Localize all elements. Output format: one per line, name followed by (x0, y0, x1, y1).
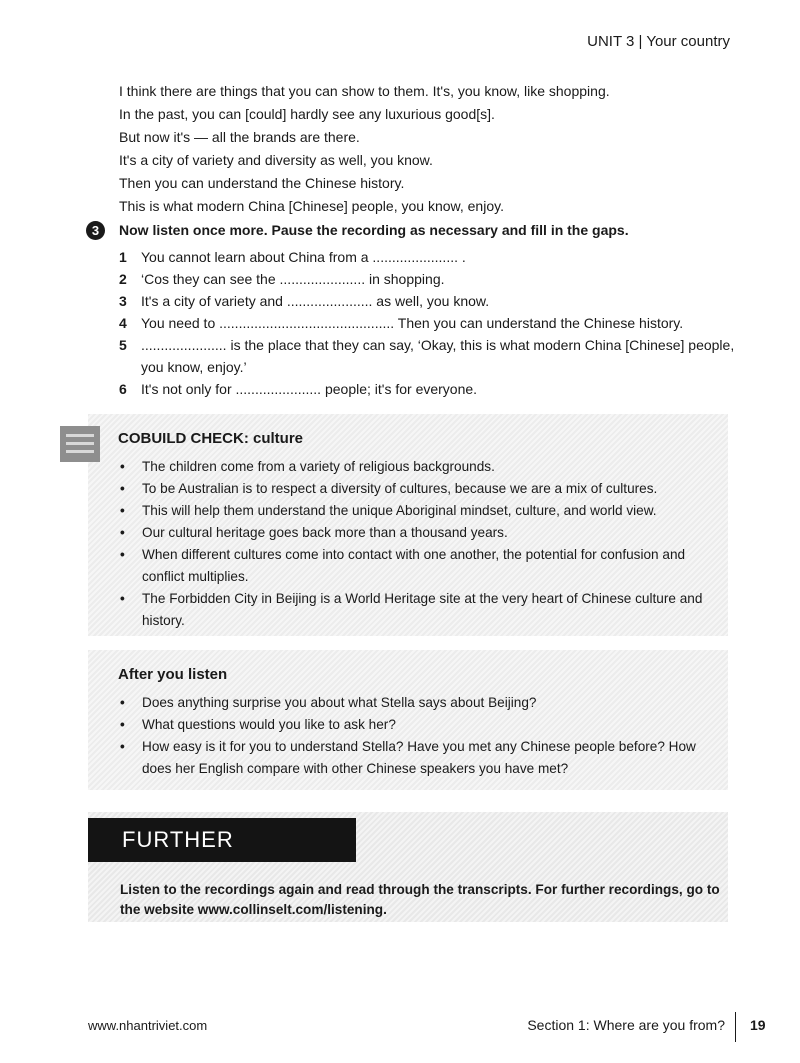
list-item: • This will help them understand the unique Aboriginal mindset, culture, and world view. (118, 500, 718, 522)
item-text: It's a city of variety and ...................... as well, you know. (141, 293, 490, 309)
bullet-icon: • (120, 525, 125, 540)
transcript-excerpt (119, 80, 759, 218)
list-item: • Our cultural heritage goes back more than a thousand years. (118, 522, 718, 544)
item-text: You cannot learn about China from a ...................... . (141, 249, 466, 265)
list-item: • The Forbidden City in Beijing is a World Heritage site at the very heart of Chinese culture and history. (118, 588, 718, 632)
bullet-icon: • (120, 547, 125, 562)
gap-fill-item (119, 268, 739, 290)
item-number: 2 (119, 271, 127, 287)
bullet-icon: • (120, 717, 125, 732)
footer-divider (735, 1012, 736, 1042)
bullet-icon: • (120, 503, 125, 518)
footer-section-title: Section 1: Where are you from? (527, 1017, 725, 1033)
list-item: • To be Australian is to respect a diversity of cultures, because we are a mix of cultures. (118, 478, 718, 500)
bullet-icon: • (120, 481, 125, 496)
gap-fill-item (119, 246, 739, 268)
unit-header: UNIT 3 | Your country (587, 33, 730, 50)
transcript-line: I think there are things that you can show to them. It's, you know, like shopping. (119, 83, 610, 99)
further-title: FURTHER (88, 818, 356, 862)
after-you-listen-list (118, 692, 718, 780)
cobuild-title: COBUILD CHECK: culture (118, 430, 304, 447)
cobuild-logo-icon (60, 426, 100, 462)
after-you-listen-title: After you listen (118, 666, 228, 683)
bullet-icon: • (120, 695, 125, 710)
bullet-icon: • (120, 739, 125, 754)
item-number: 4 (119, 315, 127, 331)
item-text: It's not only for ...................... people; it's for everyone. (141, 381, 478, 397)
further-text: Listen to the recordings again and read through the transcripts. For further recordings, go to the website www.collinselt.com/listening. (120, 882, 720, 917)
exercise-number-badge: 3 (86, 221, 105, 240)
exercise-instruction: Now listen once more. Pause the recording as necessary and fill in the gaps. (119, 222, 629, 238)
transcript-line: But now it's — all the brands are there. (119, 129, 360, 145)
bullet-icon: • (120, 591, 125, 606)
list-item: • How easy is it for you to understand Stella? Have you met any Chinese people before? How does her English compare with other Chinese speakers you have met? (118, 736, 718, 780)
transcript-line: This is what modern China [Chinese] people, you know, enjoy. (119, 198, 504, 214)
after-you-listen-panel (88, 650, 728, 790)
gap-fill-item (119, 334, 739, 378)
item-text: ‘Cos they can see the ...................... in shopping. (141, 271, 445, 287)
item-text: ...................... is the place that they can say, ‘Okay, this is what modern China [Chinese] people, you know, enjoy.’ (141, 337, 735, 375)
footer-url: www.nhantriviet.com (88, 1018, 208, 1033)
cobuild-check-panel (88, 414, 728, 636)
list-item: • Does anything surprise you about what Stella says about Beijing? (118, 692, 718, 714)
bullet-icon: • (120, 459, 125, 474)
gap-fill-item (119, 378, 739, 400)
transcript-line: In the past, you can [could] hardly see any luxurious good[s]. (119, 106, 495, 122)
transcript-line: Then you can understand the Chinese history. (119, 175, 405, 191)
gap-fill-item (119, 312, 739, 334)
item-number: 5 (119, 337, 127, 353)
further-panel (88, 812, 728, 922)
list-item: • What questions would you like to ask her? (118, 714, 718, 736)
item-number: 3 (119, 293, 127, 309)
item-number: 1 (119, 249, 127, 265)
gap-fill-list (119, 246, 739, 400)
gap-fill-item (119, 290, 739, 312)
transcript-line: It's a city of variety and diversity as well, you know. (119, 152, 433, 168)
cobuild-list (118, 456, 718, 632)
item-text: You need to ............................................. Then you can understand the Chinese history. (141, 315, 684, 331)
item-number: 6 (119, 381, 127, 397)
list-item: • The children come from a variety of religious backgrounds. (118, 456, 718, 478)
list-item: • When different cultures come into contact with one another, the potential for confusion and conflict multiplies. (118, 544, 718, 588)
page-number: 19 (750, 1017, 766, 1033)
